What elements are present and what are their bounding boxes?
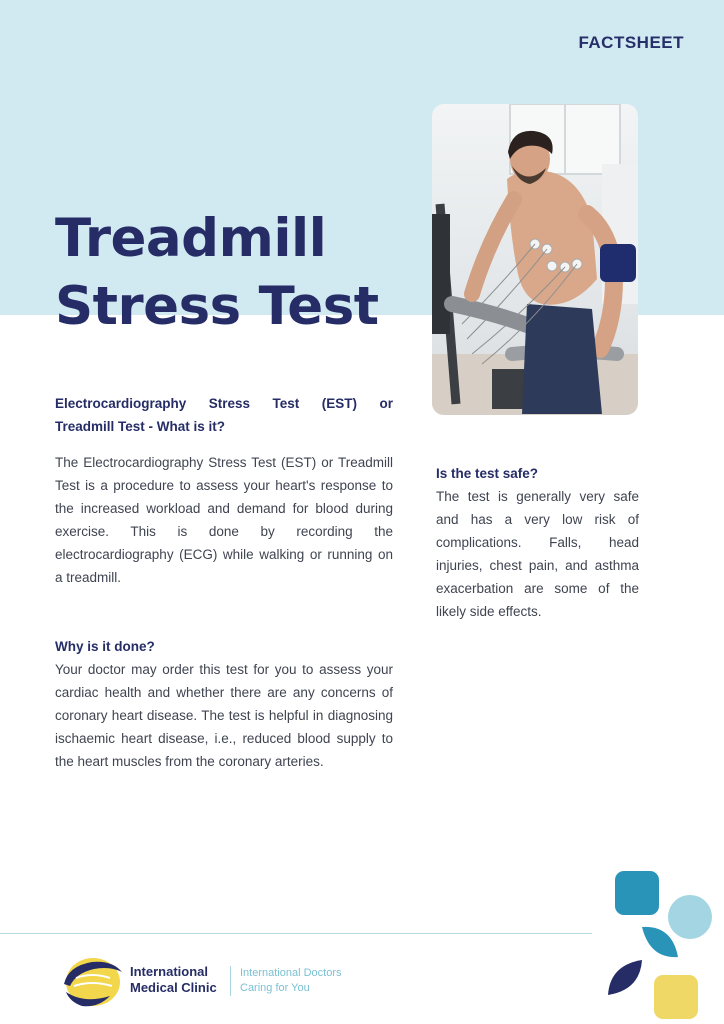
photo-illustration (432, 104, 638, 415)
tagline-line-2: Caring for You (240, 982, 310, 994)
section-why-body: Your doctor may order this test for you to assess your cardiac health and whether there are any concerns of coronary heart disease. The test is helpful in diagnosing ischaemic heart disease, i.e., reduced blood supply to the heart muscles from the coronary arteries. (55, 662, 393, 769)
section-what-heading-2: Treadmill Test - What is it? (55, 419, 226, 434)
section-what-body: The Electrocardiography Stress Test (EST) or Treadmill Test is a procedure to assess your heart's response to the increased workload and demand for blood during exercise. This is done by recording the electrocardiography (ECG) while walking or running on a treadmill. (55, 455, 393, 585)
title-line-2: Stress Test (55, 276, 379, 337)
clinic-logo (58, 952, 358, 1010)
section-why (55, 635, 393, 773)
footer-divider (0, 933, 592, 934)
factsheet-label: FACTSHEET (578, 33, 684, 52)
brand-line-2: Medical Clinic (130, 980, 217, 995)
section-what-heading-1: Electrocardiography Stress Test (EST) or (55, 396, 393, 411)
deco-light-circle (668, 895, 712, 939)
logo-separator (230, 966, 231, 996)
section-safe-body: The test is generally very safe and has a very low risk of complications. Falls, head injuries, chest pain, and asthma exacerbation are some of the likely side effects. (436, 489, 639, 619)
decorative-shapes (600, 865, 724, 1024)
logo-brand-name (130, 964, 217, 996)
deco-navy-leaf (608, 960, 642, 995)
section-safe (436, 462, 639, 623)
tagline-line-1: International Doctors (240, 967, 342, 979)
section-why-heading: Why is it done? (55, 639, 155, 654)
deco-teal-square (615, 871, 659, 915)
brand-line-1: International (130, 964, 209, 979)
section-what (55, 392, 393, 589)
treadmill-test-photo (432, 104, 638, 415)
section-safe-heading: Is the test safe? (436, 466, 539, 481)
title-line-1: Treadmill (55, 208, 327, 269)
page-title (55, 205, 379, 341)
logo-tagline (240, 966, 342, 996)
deco-teal-leaf (642, 927, 678, 957)
clinic-logo-icon (58, 952, 126, 1010)
deco-yellow-square (654, 975, 698, 1019)
